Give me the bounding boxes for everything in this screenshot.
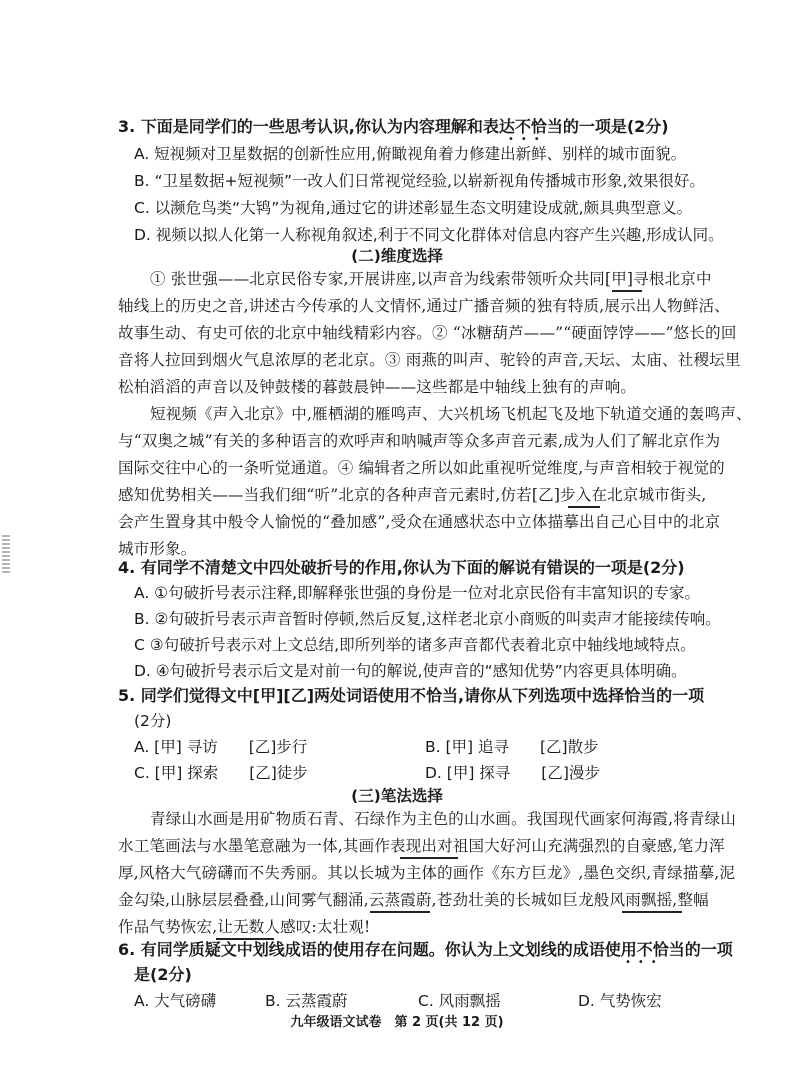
q5-option-b: B. [甲] 追寻 [乙]散步 <box>425 738 599 756</box>
page-footer: 九年级语文试卷 第 2 页(共 12 页) <box>290 1015 504 1030</box>
q5-option-c: C. [甲] 探索 [乙]徒步 <box>134 764 308 782</box>
passage2-line-11: 城市形象。 <box>118 540 197 558</box>
q6-option-a: A. 大气磅礴 <box>134 992 217 1010</box>
underline-idiom-2 <box>370 911 430 913</box>
underline-idiom-1 <box>400 857 458 859</box>
q6-option-b: B. 云蒸霞蔚 <box>265 992 348 1010</box>
q4-option-d: D. ④句破折号表示后文是对前一句的解说,使声音的“感知优势”内容更具体明确。 <box>134 662 687 680</box>
passage3-line-1: 青绿山水画是用矿物质石青、石绿作为主色的山水画。我国现代画家何海霞,将青绿山 <box>150 810 737 828</box>
q6-option-d: D. 气势恢宏 <box>578 992 662 1010</box>
section-3-title: (三)笔法选择 <box>351 787 443 805</box>
q4-option-b: B. ②句破折号表示声音暂时停顿,然后反复,这样老北京小商贩的叫卖声才能接续传响。 <box>134 610 721 628</box>
underline-idiom-3 <box>622 911 682 913</box>
q3-option-d: D. 视频以拟人化第一人称视角叙述,利于不同文化群体对信息内容产生兴趣,形成认同。 <box>134 226 724 244</box>
q3-option-c: C. 以濒危鸟类“大鸨”为视角,通过它的讲述彰显生态文明建设成就,颇具典型意义。 <box>134 199 693 217</box>
passage2-line-3: 故事生动、有史可依的北京中轴线精彩内容。② “冰糖葫芦——”“硬面饽饽——”悠长的回 <box>118 324 737 342</box>
q5-stem-score: (2分) <box>134 712 172 730</box>
section-2-title: (二)维度选择 <box>351 247 443 265</box>
q5-option-a: A. [甲] 寻访 [乙]步行 <box>134 738 308 756</box>
q6-option-c: C. 风雨飘摇 <box>418 992 501 1010</box>
underline-yi <box>568 506 600 508</box>
passage2-line-8: 国际交往中心的一条听觉通道。④ 编辑者之所以如此重视听觉维度,与声音相较于视觉的 <box>118 459 725 477</box>
underline-jia <box>612 290 642 292</box>
passage2-line-7: 与“双奥之城”有关的多种语言的欢呼声和呐喊声等众多声音元素,成为人们了解北京作为 <box>118 432 721 450</box>
passage2-line-2: 轴线上的历史之音,讲述古今传承的人文情怀,通过广播音频的独有特质,展示出人物鲜活、 <box>118 297 730 315</box>
q6-stem: 6. 有同学质疑文中划线成语的使用存在问题。你认为上文划线的成语使用不恰当的一项 <box>118 940 733 959</box>
passage3-line-3: 厚,风格大气磅礴而不失秀丽。其以长城为主体的画作《东方巨龙》,墨色交织,青绿描摹,泥 <box>118 864 736 882</box>
passage2-line-4: 音将人拉回到烟火气息浓厚的老北京。③ 雨燕的叫声、驼铃的声音,天坛、太庙、社稷坛里 <box>118 351 741 369</box>
q5-stem: 5. 同学们觉得文中[甲][乙]两处词语使用不恰当,请你从下列选项中选择恰当的一项 <box>118 686 705 705</box>
q6-stem-score: 是(2分) <box>134 965 192 984</box>
emphasis-dots-2: ••• <box>625 957 664 968</box>
scan-binding-mark <box>2 535 10 575</box>
passage2-line-10: 会产生置身其中般令人愉悦的“叠加感”,受众在通感状态中立体描摹出自己心目中的北京 <box>118 513 721 531</box>
passage3-line-5: 作品气势恢宏,让无数人感叹:太壮观! <box>118 918 371 936</box>
q5-option-d: D. [甲] 探寻 [乙]漫步 <box>425 764 600 782</box>
q3-option-b: B. “卫星数据+短视频”一改人们日常视觉经验,以崭新视角传播城市形象,效果很好。 <box>134 172 705 190</box>
passage2-line-9: 感知优势相关——当我们细“听”北京的各种声音元素时,仿若[乙]步入在北京城市街头, <box>118 486 707 504</box>
passage2-line-1: ① 张世强——北京民俗专家,开展讲座,以声音为线索带领听众共同[甲]寻根北京中 <box>150 270 712 288</box>
q4-option-c: C ③句破折号表示对上文总结,即所列举的诸多声音都代表着北京中轴线地域特点。 <box>134 636 696 654</box>
q3-option-a: A. 短视频对卫星数据的创新性应用,俯瞰视角着力修建出新鲜、别样的城市面貌。 <box>134 145 687 163</box>
passage2-line-5: 松柏滔滔的声音以及钟鼓楼的暮鼓晨钟——这些都是中轴线上独有的声响。 <box>118 378 637 396</box>
passage3-line-2: 水工笔画法与水墨笔意融为一体,其画作表现出对祖国大好河山充满强烈的自豪感,笔力浑 <box>118 837 725 855</box>
q4-stem: 4. 有同学不清楚文中四处破折号的作用,你认为下面的解说有错误的一项是(2分) <box>118 558 685 577</box>
passage3-line-4: 金勾染,山脉层层叠叠,山间雾气翻涌,云蒸霞蔚,苍劲壮美的长城如巨龙般风雨飘摇,整幅 <box>118 891 709 909</box>
q3-stem: 3. 下面是同学们的一些思考认识,你认为内容理解和表达不恰当的一项是(2分) <box>118 117 669 136</box>
q4-option-a: A. ①句破折号表示注释,即解释张世强的身份是一位对北京民俗有丰富知识的专家。 <box>134 584 701 602</box>
passage2-line-6: 短视频《声入北京》中,雁栖湖的雁鸣声、大兴机场飞机起飞及地下轨道交通的轰鸣声、 <box>150 405 752 423</box>
emphasis-dots: ••• <box>508 134 547 145</box>
